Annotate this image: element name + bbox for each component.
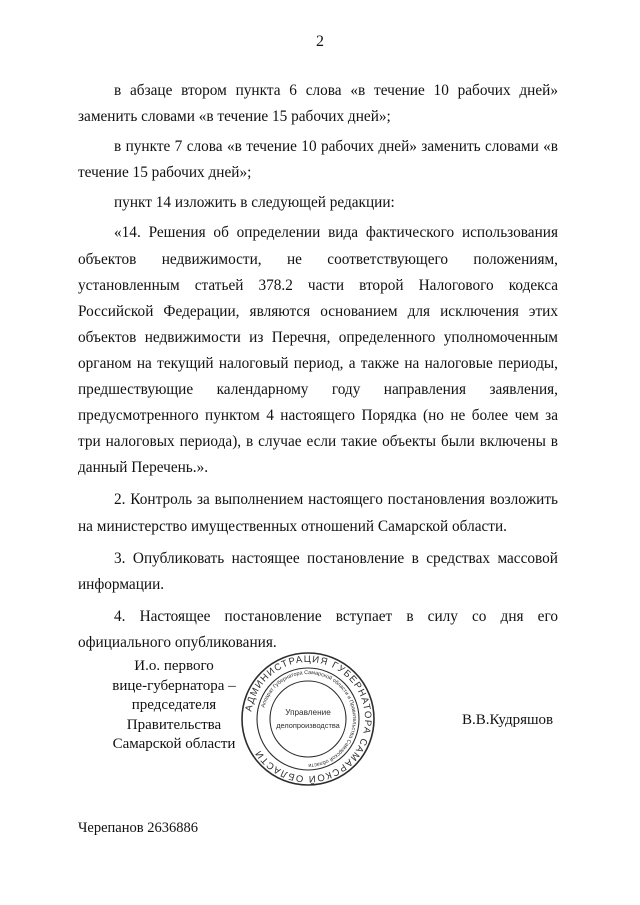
signatory-title-line: Самарской области bbox=[112, 736, 236, 752]
document-body bbox=[78, 78, 558, 656]
paragraph-effective-date-clause: 4. Настоящее постановление вступает в силу со дня его официального опубликования. bbox=[78, 607, 558, 651]
signatory-title-line: И.о. первого bbox=[134, 658, 214, 674]
paragraph-amendment-item-14-intro: пункт 14 изложить в следующей редакции: bbox=[114, 194, 395, 212]
stamp-center-line-1: Управление bbox=[285, 708, 331, 717]
stamp-inner-text: Аппарат Губернатора Самарской области и Правительства Самарской области bbox=[260, 669, 358, 769]
paragraph-amendment-item-7: в пункте 7 слова «в течение 10 рабочих дней» заменить словами «в течение 15 рабочих дней»; bbox=[78, 138, 558, 182]
signatory-title-line: председателя Правительства bbox=[126, 697, 222, 733]
official-seal-stamp bbox=[240, 651, 376, 787]
stamp-center-line-2: делопроизводства bbox=[276, 721, 340, 730]
page-number: 2 bbox=[316, 33, 324, 50]
signatory-title-line: вице-губернатора – bbox=[112, 677, 236, 694]
signatory-title bbox=[84, 657, 264, 755]
paragraph-publication-clause: 3. Опубликовать настоящее постановление в средствах массовой информации. bbox=[78, 549, 558, 593]
signatory-name: В.В.Кудряшов bbox=[462, 712, 554, 728]
paragraph-item-14-text: «14. Решения об определении вида фактического использования объектов недвижимости, не соответствующего положениям, установленным статьей 378.2 части второй Налогового кодекса Российской Федерации, являются основанием для исключения этих объектов недвижимости из Перечня, определенного уполномоченным органом на текущий налоговый период, а также на налоговые периоды, предшествующие календарному году направления заявления, предусмотренного пунктом 4 настоящего Порядка (но не более чем за три налоговых периода), в случае если такие объекты были включены в данный Перечень.». bbox=[78, 224, 558, 477]
paragraph-control-clause: 2. Контроль за выполнением настоящего постановления возложить на министерство имущественных отношений Самарской области. bbox=[78, 491, 558, 535]
executor-contact: Черепанов 2636886 bbox=[78, 820, 198, 836]
paragraph-amendment-item-6: в абзаце втором пункта 6 слова «в течение 10 рабочих дней» заменить словами «в течение 15 рабочих дней»; bbox=[78, 82, 558, 126]
stamp-outer-text: АДМИНИСТРАЦИЯ ГУБЕРНАТОРА САМАРСКОЙ ОБЛАСТИ bbox=[243, 653, 374, 785]
